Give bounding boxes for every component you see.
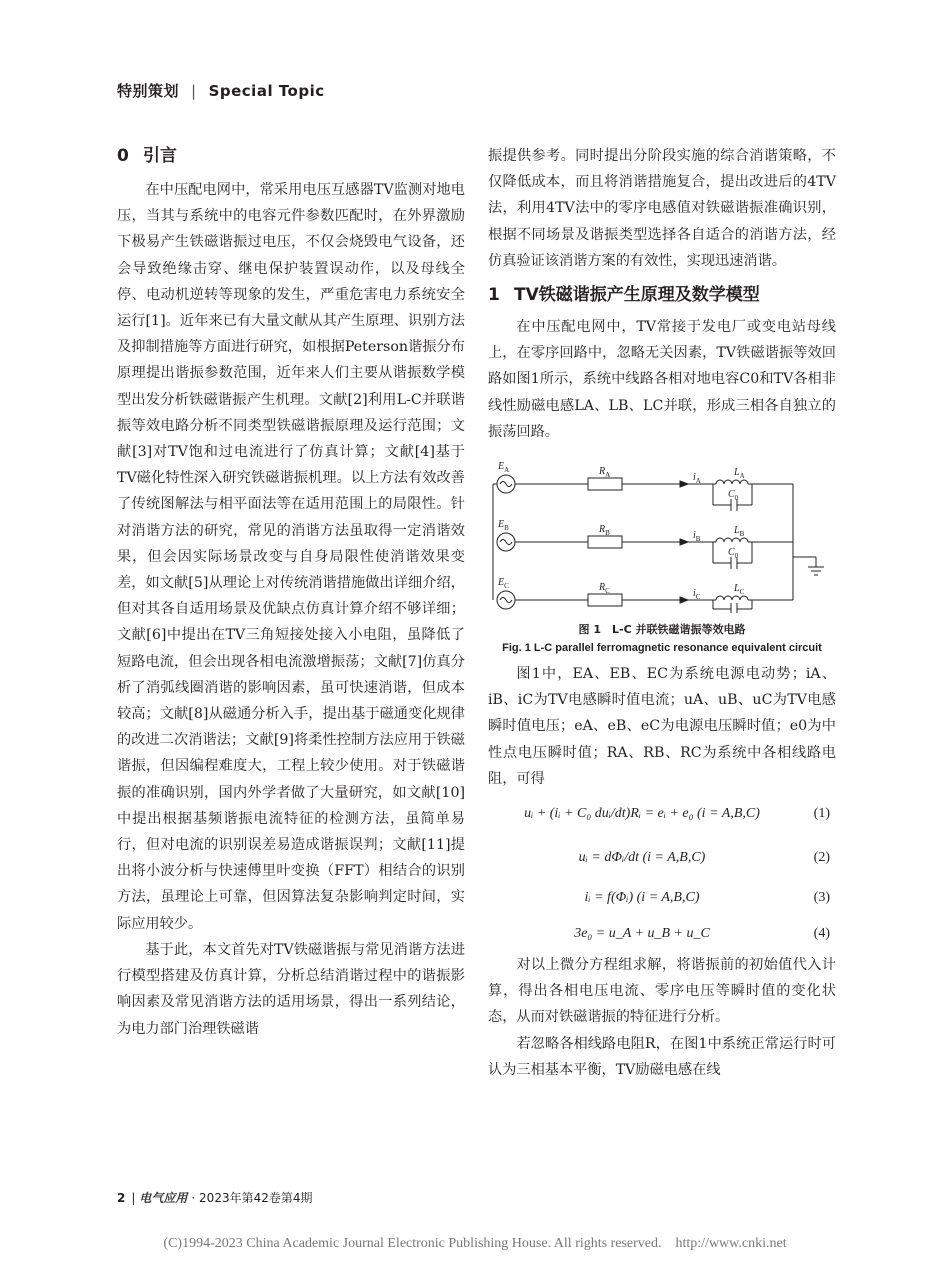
copyright-line bbox=[0, 1236, 950, 1252]
paragraph: 若忽略各相线路电阻R，在图1中系统正常运行时可认为三相基本平衡，TV励磁电感在线 bbox=[488, 1035, 836, 1078]
resistor-b-icon bbox=[588, 536, 622, 548]
equation-4 bbox=[488, 916, 836, 952]
section-number: 1 bbox=[488, 285, 500, 306]
paragraph: 在中压配电网中，TV常接于发电厂或变电站母线上，在零序回路中，忽略无关因素，TV铁磁谐振等效回路如图1所示，系统中线路各相对地电容C0和TV各相非线性励磁电感LA、LB、LC并联，形成三相各自独立的振荡回路。 bbox=[488, 319, 836, 440]
label-ea: $E_A$ bbox=[498, 461, 510, 475]
running-header bbox=[117, 80, 325, 101]
equation-body: iᵢ = f(Φᵢ) (i = A,B,C) bbox=[584, 890, 700, 906]
equation-body: 3e₀ = u_A + u_B + u_C bbox=[574, 926, 710, 942]
equation-2 bbox=[488, 836, 836, 880]
section-number: 0 bbox=[117, 146, 129, 166]
sine-c-icon bbox=[500, 598, 512, 603]
label-ic: $i_C$ bbox=[693, 588, 701, 602]
paragraph: 对以上微分方程组求解，将谐振前的初始值代入计算，得出各相电压电流、零序电压等瞬时值的变化状态，从而对铁磁谐振的特征进行分析。 bbox=[488, 957, 836, 1026]
label-rc: $R_C$ bbox=[599, 582, 610, 596]
copyright-text: (C)1994-2023 China Academic Journal Electronic Publishing House. All rights reserved. bbox=[163, 1236, 662, 1251]
label-c0-b: $C_0$ bbox=[728, 547, 739, 561]
section-heading-0 bbox=[117, 143, 465, 169]
label-lb: $L_B$ bbox=[734, 525, 745, 539]
section-label-en: Special Topic bbox=[208, 82, 325, 100]
section-heading-1 bbox=[488, 282, 836, 308]
header-separator: | bbox=[191, 82, 197, 100]
equation-number: (3) bbox=[813, 890, 830, 906]
label-ec: $E_C$ bbox=[498, 577, 509, 591]
figure-caption-cn: 图 1 L-C 并联铁磁谐振等效电路 bbox=[578, 623, 746, 637]
figure-caption-en: Fig. 1 L-C parallel ferromagnetic resonance equivalent circuit bbox=[502, 642, 822, 655]
equation-number: (4) bbox=[813, 926, 830, 942]
circuit-diagram bbox=[488, 453, 836, 613]
label-c0-a: $C_0$ bbox=[728, 489, 739, 503]
equation-3 bbox=[488, 880, 836, 916]
resistor-c-icon bbox=[588, 594, 622, 606]
equation-number: (2) bbox=[813, 850, 830, 866]
figure-1 bbox=[488, 453, 836, 613]
paragraph: 图1中，EA、EB、EC为系统电源电动势；iA、iB、iC为TV电感瞬时值电流；uA、uB、uC为TV电感瞬时值电压；eA、eB、eC为电源电压瞬时值；e0为中性点电压瞬时值；RA、RB、RC为系统中各相线路电阻，可得 bbox=[488, 666, 836, 787]
sine-b-icon bbox=[500, 540, 512, 545]
issue-info: · 2023年第42卷第4期 bbox=[191, 1191, 313, 1205]
section-title: TV铁磁谐振产生原理及数学模型 bbox=[514, 285, 760, 306]
label-ia: $i_A$ bbox=[693, 472, 701, 486]
label-lc: $L_C$ bbox=[734, 583, 745, 597]
paragraph: 振提供参考。同时提出分阶段实施的综合消谐策略，不仅降低成本，而且将消谐措施复合，提出改进后的4TV法，利用4TV法中的零序电感值对铁磁谐振准确识别，根据不同场景及谐振类型选择各自适合的消谐方法，经仿真验证该消谐方案的有效性，实现迅速消谐。 bbox=[488, 148, 836, 269]
equation-number: (1) bbox=[813, 806, 830, 822]
label-eb: $E_B$ bbox=[498, 519, 509, 533]
resistor-a-icon bbox=[588, 478, 622, 490]
label-la: $L_A$ bbox=[734, 467, 745, 481]
label-ra: $R_A$ bbox=[599, 466, 611, 480]
equation-body: uᵢ + (iᵢ + C₀ duᵢ/dt)Rᵢ = eᵢ + e₀ (i = A,B,C) bbox=[524, 806, 760, 822]
page-number: 2 bbox=[117, 1191, 126, 1205]
paragraph: 基于此，本文首先对TV铁磁谐振与常见消谐方法进行模型搭建及仿真计算，分析总结消谐过程中的谐振影响因素及常见消谐方法的适用场景，得出一系列结论，为电力部门治理铁磁谐 bbox=[117, 941, 465, 1037]
label-rb: $R_B$ bbox=[599, 524, 610, 538]
cnki-link[interactable]: http://www.cnki.net bbox=[675, 1236, 787, 1251]
inductor-b-icon bbox=[716, 538, 748, 542]
equation-body: uᵢ = dΦᵢ/dt (i = A,B,C) bbox=[578, 850, 706, 866]
equation-1 bbox=[488, 792, 836, 836]
inductor-c-icon bbox=[716, 596, 748, 600]
journal-logo: 电气应用 bbox=[139, 1191, 188, 1205]
label-ib: $i_B$ bbox=[693, 530, 701, 544]
section-label-cn: 特别策划 bbox=[117, 82, 180, 100]
inductor-a-icon bbox=[716, 480, 748, 484]
section-title: 引言 bbox=[143, 146, 177, 166]
left-column bbox=[117, 143, 465, 1042]
right-column bbox=[488, 143, 836, 1083]
paragraph: 在中压配电网中，常采用电压互感器TV监测对地电压，当其与系统中的电容元件参数匹配时，在外界激励下极易产生铁磁谐振过电压，不仅会烧毁电气设备，还会导致绝缘击穿、继电保护装置误动作，以及母线全停、电动机逆转等现象的发生，严重危害电力系统安全运行[1]。近年来已有大量文献从其产生原理、识别方法及抑制措施等方面进行研究，如根据Peterson谐振分布原理提出谐振参数范围，近年来人们主要从谐振数学模型出发分析铁磁谐振产生机理。文献[2]利用L-C并联谐振等效电路分析不同类型铁磁谐振原理及运行范围；文献[3]对TV饱和过电流进行了仿真计算；文献[4]基于TV磁化特性深入研究铁磁谐振机理。以上方法有效改善了传统图解法与相平面法等在适用范围上的局限性。针对消谐方法的研究，常见的消谐方法虽取得一定消谐效果，但会因实际场景改变与自身局限性使消谐效果变差，如文献[5]从理论上对传统消谐措施做出详细介绍，但对其各自适用场景及优缺点仿真计算介绍不够详细；文献[6]中提出在TV三角短接处接入小电阻，虽降低了短路电流，但会出现各相电流激增振荡；文献[7]仿真分析了消弧线圈消谐的影响因素，虽可快速消谐，但成本较高；文献[8]从磁通分析入手，提出基于磁通变化规律的改进二次消谐法；文献[9]将柔性控制方法应用于铁磁谐振，但因编程难度大，工程上较少使用。对于铁磁谐振的准确识别，国内外学者做了大量研究，如文献[10]中提出根据基频谐振电流特征的检测方法，虽简单易行，但对电流的识别误差易造成谐振误判；文献[11]提出将小波分析与快速傅里叶变换（FFT）相结合的识别方法，虽理论上可靠，但因算法复杂影响判定时间，实际应用较少。 bbox=[117, 182, 465, 932]
sine-a-icon bbox=[500, 482, 512, 487]
page-footer: 2 | 电气应用 · 2023年第42卷第4期 bbox=[117, 1191, 313, 1205]
